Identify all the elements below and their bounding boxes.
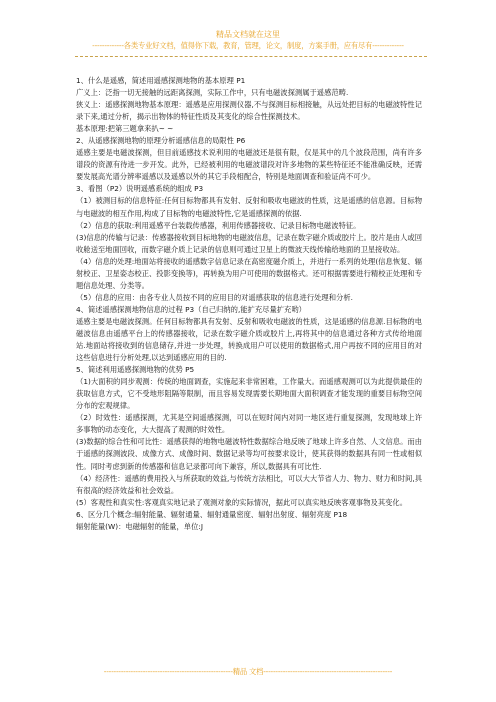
paragraph: 狭义上：遥感探测地物基本原理：遥感是应用探测仪器,不与探测目标相接触，从远处把目标的电磁波特性记录下来,通过分析，揭示出物体的特征性质及其变化的综合性探测技术。 <box>76 100 422 122</box>
paragraph: 辐射能量(W)：电磁辐射的能量，单位:J <box>76 521 203 531</box>
page-footer: -----------------------------------------------------精品 文档----------------------------------------------------- <box>103 667 393 676</box>
paragraph: 基本原理:把第三题拿来扒~ ~ <box>76 124 174 134</box>
paragraph: （4）经济性：遥感的费用投入与所获取的效益,与传统方法相比，可以大大节省人力、物力、财力和时间,具有很高的经济效益和社会效益。 <box>76 473 422 495</box>
document-body <box>76 75 422 533</box>
header-title: 精品文档就在这里 <box>216 30 280 39</box>
paragraph: 3、看图（P2）说明遥感系统的组成 P3 <box>76 184 204 194</box>
paragraph: 1、什么是遥感，简述用遥感探测地物的基本原理 P1 <box>76 76 246 85</box>
header-tagline: -------------各类专业好文档，值得你下载，教育，管理，论文，制度，方案手册，应有尽有------------- <box>92 41 404 50</box>
paragraph: （2）信息的获取:利用遥感平台装载传感器，利用传感器接收、记录目标物电磁波特征。 <box>76 220 361 230</box>
paragraph: (5）客观性和真实性:客观真实地记录了观测对象的实际情况，据此可以真实地反映客观事物及其变化。 <box>76 497 408 507</box>
paragraph: 6、区分几个概念:辐射能量、辐射通量、辐射通量密度、辐射出射度、辐射亮度 P18 <box>76 509 348 519</box>
paragraph: 5、简述利用遥感探测地物的优势 P5 <box>76 365 195 375</box>
header-banner <box>0 29 496 51</box>
paragraph: （2）时效性：遥感探测，尤其是空间遥感探测，可以在短时间内对同一地区进行重复探测，发现地球上许多事物的动态变化，大大提高了观测的时效性。 <box>76 413 422 435</box>
paragraph: 遥感主要是电磁波探测。任何目标物都具有发射、反射和吸收电磁波的性质，这是遥感的信息源.目标物的电磁波信息由遥感平台上的传感器接收，记录在数字磁介质或胶片上,再将其中的信息通过各种方式传给地面站.地面站将接收到的信息储存,并进一步处理，转换成用户可以使用的数据格式,用户再按不同的应用目的对这些信息进行分析处理,以达到遥感应用的目的. <box>76 316 422 363</box>
paragraph: （1）被测目标的信息特征:任何目标物都具有发射、反射和吸收电磁波的性质，这是遥感的信息源。目标物与电磁波的相互作用,构成了目标物的电磁波特性,它是遥感探测的依据. <box>76 196 422 218</box>
header-divider <box>75 56 427 57</box>
paragraph: （1)大面积的同步观测：传统的地面调查，实施起来非常困难，工作量大。而遥感观测可以为此提供最佳的获取信息方式，它不受地形阻隔等限制，而且容易发现需要长期地面大面积调查才能发现的重要目标物空间分布的宏观规律。 <box>76 377 422 411</box>
paragraph: 2、从遥感探测地物的原理分析遥感信息的局限性 P6 <box>76 136 246 146</box>
paragraph: （4）信息的处理:地面站将接收的遥感数字信息记录在高密度磁介质上，并进行一系列的处理(信息恢复、辐射校正、卫星姿态校正、投影变换等)，再转换为用户可使用的数据格式。还可根据需要进行精校正处理和专题信息处理、分类等。 <box>76 256 422 290</box>
paragraph: 遥感主要是电磁波探测，但目前遥感技术说利用的电磁波还是很有限，仅是其中的几个波段范围，尚有许多谱段的资源有待进一步开发。此外，已经被利用的电磁波谱段对许多地物的某些特征还不能准确反映，还需要发展高光谱分辨率遥感以及遥感以外的其它手段相配合，特别是地面调查和验证尚不可少。 <box>76 148 422 182</box>
paragraph: （5）信息的应用：由各专业人员按不同的应用目的对遥感获取的信息进行处理和分析. <box>76 292 353 302</box>
paragraph: 广义上：泛指一切无接触的远距离探测，实际工作中，只有电磁波探测属于遥感范畴. <box>76 88 349 98</box>
paragraph: 4、简述遥感探测地物信息的过程 P3（自己归纳的,能扩充尽量扩充哟） <box>76 304 306 314</box>
paragraph: (3)数据的综合性和可比性：遥感获得的地物电磁波特性数据综合地反映了地球上许多自然、人文信息。而由于遥感的探测波段、成像方式、成像时间、数据记录等均可按要求设计，使其获得的数据具有同一性或相似性。同时考虑到新的传感器和信息记录都可向下兼容，所以,数据具有可比性. <box>76 437 422 471</box>
paragraph: (3)信息的传输与记录：传感器接收到目标地物的电磁波信息，记录在数字磁介质或胶片上。胶片是由人或回收舱送至地面回收，而数字磁介质上记录的信息则可通过卫星上的微波天线传输给地面的卫星接收站。 <box>76 232 422 254</box>
